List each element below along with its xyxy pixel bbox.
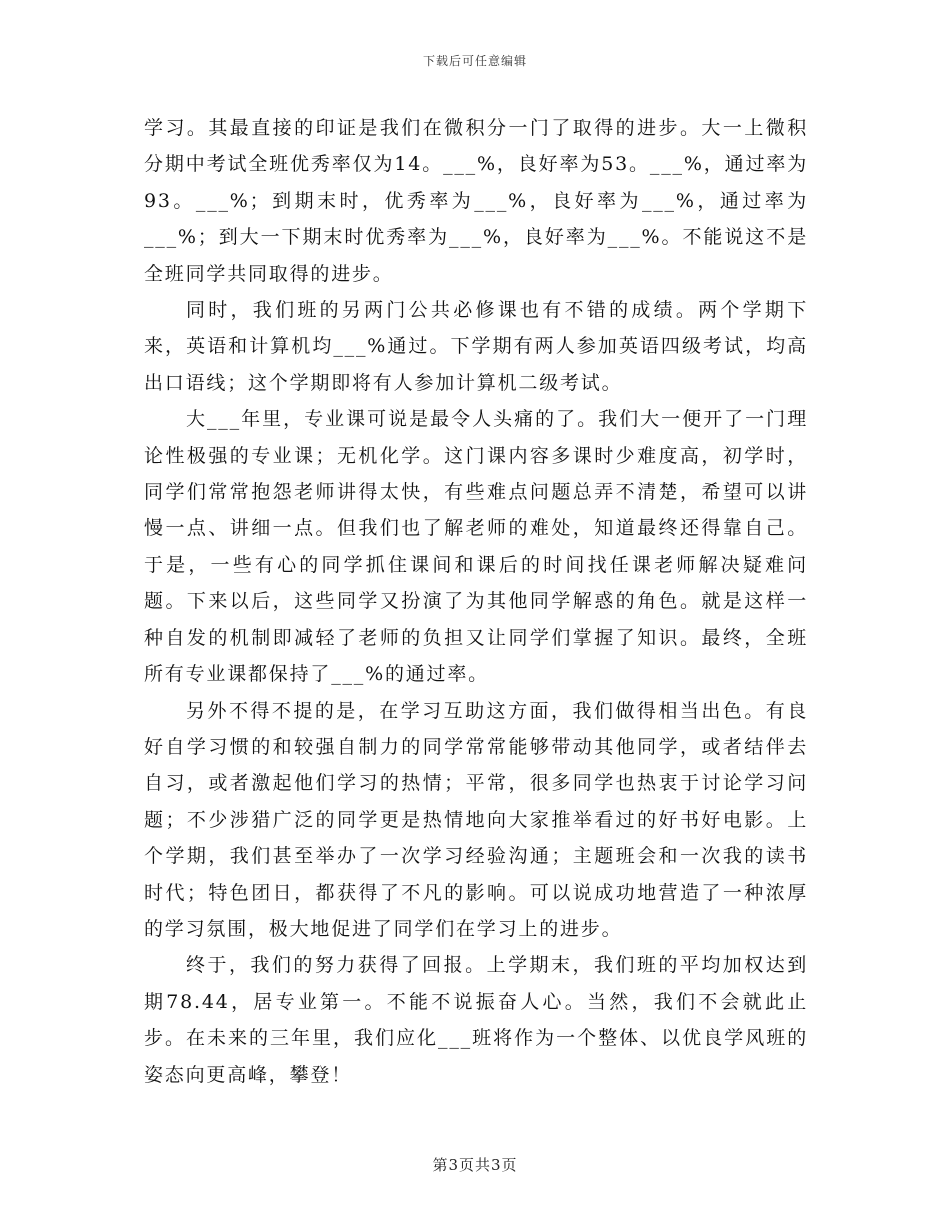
paragraph-public-courses: 同时，我们班的另两门公共必修课也有不错的成绩。两个学期下来，英语和计算机均___%通过。下学期有两人参加英语四级考试，均高出口语线；这个学期即将有人参加计算机二级考试。 — [144, 299, 808, 394]
paragraph-conclusion: 终于，我们的努力获得了回报。上学期末，我们班的平均加权达到期78.44，居专业第一。不能不说振奋人心。当然，我们不会就此止步。在未来的三年里，我们应化___班将作为一个整体、以优良学风班的姿态向更高峰，攀登！ — [144, 954, 808, 1086]
page-header: 下载后可任意编辑 — [422, 54, 527, 68]
document-body — [144, 110, 808, 1093]
paragraph-continuation: 学习。其最直接的印证是我们在微积分一门了取得的进步。大一上微积分期中考试全班优秀率仅为14。___%，良好率为53。___%，通过率为93。___%；到期末时，优秀率为___%，良好率为___%，通过率为___%；到大一下期末时优秀率为___%，良好率为___%。不能说这不是全班同学共同取得的进步。 — [144, 117, 808, 285]
paragraph-major-courses: 大___年里，专业课可说是最令人头痛的了。我们大一便开了一门理论性极强的专业课；无机化学。这门课内容多课时少难度高，初学时，同学们常常抱怨老师讲得太快，有些难点问题总弄不清楚，希望可以讲慢一点、讲细一点。但我们也了解老师的难处，知道最终还得靠自己。于是，一些有心的同学抓住课间和课后的时间找任课老师解决疑难问题。下来以后，这些同学又扮演了为其他同学解惑的角色。就是这样一种自发的机制即减轻了老师的负担又让同学们掌握了知识。最终，全班所有专业课都保持了___%的通过率。 — [144, 408, 808, 686]
paragraph-mutual-help: 另外不得不提的是，在学习互助这方面，我们做得相当出色。有良好自学习惯的和较强自制力的同学常常能够带动其他同学，或者结伴去自习，或者激起他们学习的热情；平常，很多同学也热衷于讨论学习问题；不少涉猎广泛的同学更是热情地向大家推举看过的好书好电影。上个学期，我们甚至举办了一次学习经验沟通；主题班会和一次我的读书时代；特色团日，都获得了不凡的影响。可以说成功地营造了一种浓厚的学习氛围，极大地促进了同学们在学习上的进步。 — [144, 699, 808, 940]
page-number: 第3页共3页 — [432, 1156, 518, 1174]
